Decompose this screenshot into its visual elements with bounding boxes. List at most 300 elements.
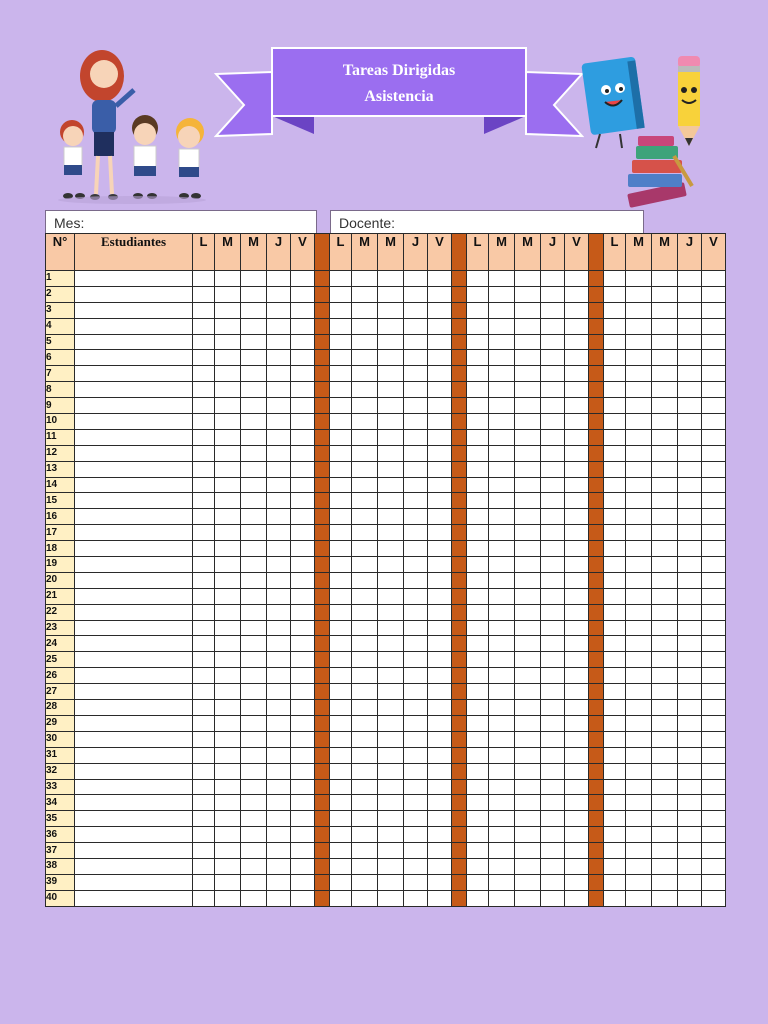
attendance-cell[interactable]: [604, 493, 626, 509]
attendance-cell[interactable]: [626, 747, 652, 763]
attendance-cell[interactable]: [467, 763, 489, 779]
attendance-cell[interactable]: [515, 604, 541, 620]
attendance-cell[interactable]: [541, 461, 565, 477]
attendance-cell[interactable]: [652, 398, 678, 414]
attendance-cell[interactable]: [330, 620, 352, 636]
attendance-cell[interactable]: [428, 461, 452, 477]
attendance-cell[interactable]: [467, 541, 489, 557]
attendance-cell[interactable]: [352, 874, 378, 890]
attendance-cell[interactable]: [241, 318, 267, 334]
attendance-cell[interactable]: [330, 636, 352, 652]
attendance-cell[interactable]: [193, 811, 215, 827]
attendance-cell[interactable]: [604, 731, 626, 747]
attendance-cell[interactable]: [541, 318, 565, 334]
attendance-cell[interactable]: [241, 398, 267, 414]
attendance-cell[interactable]: [215, 509, 241, 525]
attendance-cell[interactable]: [489, 572, 515, 588]
attendance-cell[interactable]: [193, 350, 215, 366]
attendance-cell[interactable]: [404, 890, 428, 906]
attendance-cell[interactable]: [652, 302, 678, 318]
attendance-cell[interactable]: [515, 318, 541, 334]
attendance-cell[interactable]: [378, 509, 404, 525]
attendance-cell[interactable]: [702, 827, 726, 843]
attendance-cell[interactable]: [678, 525, 702, 541]
attendance-cell[interactable]: [489, 620, 515, 636]
attendance-cell[interactable]: [291, 811, 315, 827]
attendance-cell[interactable]: [215, 398, 241, 414]
attendance-cell[interactable]: [652, 779, 678, 795]
attendance-cell[interactable]: [467, 350, 489, 366]
attendance-cell[interactable]: [626, 858, 652, 874]
student-name-cell[interactable]: [75, 843, 193, 859]
student-name-cell[interactable]: [75, 715, 193, 731]
attendance-cell[interactable]: [626, 286, 652, 302]
attendance-cell[interactable]: [541, 477, 565, 493]
attendance-cell[interactable]: [652, 509, 678, 525]
attendance-cell[interactable]: [193, 715, 215, 731]
attendance-cell[interactable]: [678, 572, 702, 588]
attendance-cell[interactable]: [404, 572, 428, 588]
attendance-cell[interactable]: [215, 779, 241, 795]
attendance-cell[interactable]: [626, 843, 652, 859]
attendance-cell[interactable]: [678, 779, 702, 795]
attendance-cell[interactable]: [565, 684, 589, 700]
attendance-cell[interactable]: [565, 557, 589, 573]
attendance-cell[interactable]: [241, 795, 267, 811]
attendance-cell[interactable]: [291, 398, 315, 414]
attendance-cell[interactable]: [489, 827, 515, 843]
attendance-cell[interactable]: [352, 843, 378, 859]
attendance-cell[interactable]: [352, 382, 378, 398]
student-name-cell[interactable]: [75, 636, 193, 652]
attendance-cell[interactable]: [678, 700, 702, 716]
attendance-cell[interactable]: [291, 334, 315, 350]
attendance-cell[interactable]: [193, 747, 215, 763]
attendance-cell[interactable]: [215, 318, 241, 334]
attendance-cell[interactable]: [678, 843, 702, 859]
attendance-cell[interactable]: [378, 493, 404, 509]
attendance-cell[interactable]: [404, 827, 428, 843]
attendance-cell[interactable]: [565, 588, 589, 604]
attendance-cell[interactable]: [404, 858, 428, 874]
attendance-cell[interactable]: [291, 557, 315, 573]
attendance-cell[interactable]: [515, 588, 541, 604]
attendance-cell[interactable]: [604, 509, 626, 525]
attendance-cell[interactable]: [193, 763, 215, 779]
attendance-cell[interactable]: [352, 572, 378, 588]
attendance-cell[interactable]: [515, 398, 541, 414]
attendance-cell[interactable]: [267, 811, 291, 827]
attendance-cell[interactable]: [515, 461, 541, 477]
attendance-cell[interactable]: [291, 382, 315, 398]
attendance-cell[interactable]: [515, 779, 541, 795]
attendance-cell[interactable]: [515, 350, 541, 366]
attendance-cell[interactable]: [215, 715, 241, 731]
attendance-cell[interactable]: [515, 811, 541, 827]
attendance-cell[interactable]: [428, 843, 452, 859]
student-name-cell[interactable]: [75, 890, 193, 906]
attendance-cell[interactable]: [267, 398, 291, 414]
attendance-cell[interactable]: [467, 700, 489, 716]
attendance-cell[interactable]: [702, 541, 726, 557]
attendance-cell[interactable]: [291, 843, 315, 859]
attendance-cell[interactable]: [702, 858, 726, 874]
attendance-cell[interactable]: [330, 493, 352, 509]
attendance-cell[interactable]: [604, 779, 626, 795]
attendance-cell[interactable]: [541, 366, 565, 382]
attendance-cell[interactable]: [267, 620, 291, 636]
attendance-cell[interactable]: [330, 557, 352, 573]
attendance-cell[interactable]: [626, 461, 652, 477]
attendance-cell[interactable]: [678, 890, 702, 906]
attendance-cell[interactable]: [565, 477, 589, 493]
attendance-cell[interactable]: [626, 366, 652, 382]
attendance-cell[interactable]: [678, 286, 702, 302]
attendance-cell[interactable]: [193, 795, 215, 811]
attendance-cell[interactable]: [193, 684, 215, 700]
attendance-cell[interactable]: [678, 366, 702, 382]
attendance-cell[interactable]: [241, 843, 267, 859]
attendance-cell[interactable]: [378, 604, 404, 620]
attendance-cell[interactable]: [467, 779, 489, 795]
attendance-cell[interactable]: [489, 811, 515, 827]
attendance-cell[interactable]: [267, 572, 291, 588]
attendance-cell[interactable]: [267, 747, 291, 763]
student-name-cell[interactable]: [75, 747, 193, 763]
student-name-cell[interactable]: [75, 874, 193, 890]
attendance-cell[interactable]: [215, 874, 241, 890]
attendance-cell[interactable]: [565, 525, 589, 541]
attendance-cell[interactable]: [489, 779, 515, 795]
attendance-cell[interactable]: [330, 525, 352, 541]
attendance-cell[interactable]: [541, 858, 565, 874]
attendance-cell[interactable]: [267, 715, 291, 731]
attendance-cell[interactable]: [215, 811, 241, 827]
attendance-cell[interactable]: [241, 271, 267, 287]
attendance-cell[interactable]: [626, 620, 652, 636]
attendance-cell[interactable]: [330, 827, 352, 843]
attendance-cell[interactable]: [541, 811, 565, 827]
attendance-cell[interactable]: [241, 350, 267, 366]
attendance-cell[interactable]: [378, 684, 404, 700]
attendance-cell[interactable]: [378, 334, 404, 350]
attendance-cell[interactable]: [626, 525, 652, 541]
attendance-cell[interactable]: [541, 334, 565, 350]
attendance-cell[interactable]: [541, 620, 565, 636]
attendance-cell[interactable]: [489, 731, 515, 747]
attendance-cell[interactable]: [404, 668, 428, 684]
attendance-cell[interactable]: [330, 843, 352, 859]
attendance-cell[interactable]: [378, 827, 404, 843]
attendance-cell[interactable]: [604, 445, 626, 461]
attendance-cell[interactable]: [352, 763, 378, 779]
attendance-cell[interactable]: [404, 731, 428, 747]
attendance-cell[interactable]: [489, 795, 515, 811]
attendance-cell[interactable]: [378, 302, 404, 318]
attendance-cell[interactable]: [541, 271, 565, 287]
attendance-cell[interactable]: [702, 843, 726, 859]
attendance-cell[interactable]: [428, 493, 452, 509]
attendance-cell[interactable]: [378, 715, 404, 731]
attendance-cell[interactable]: [352, 684, 378, 700]
attendance-cell[interactable]: [267, 350, 291, 366]
attendance-cell[interactable]: [330, 445, 352, 461]
attendance-cell[interactable]: [565, 445, 589, 461]
attendance-cell[interactable]: [378, 668, 404, 684]
attendance-cell[interactable]: [467, 493, 489, 509]
attendance-cell[interactable]: [489, 493, 515, 509]
student-name-cell[interactable]: [75, 334, 193, 350]
attendance-cell[interactable]: [428, 747, 452, 763]
attendance-cell[interactable]: [541, 525, 565, 541]
attendance-cell[interactable]: [378, 747, 404, 763]
attendance-cell[interactable]: [626, 398, 652, 414]
attendance-cell[interactable]: [404, 874, 428, 890]
attendance-cell[interactable]: [241, 477, 267, 493]
attendance-cell[interactable]: [515, 557, 541, 573]
attendance-cell[interactable]: [702, 382, 726, 398]
attendance-cell[interactable]: [193, 477, 215, 493]
attendance-cell[interactable]: [330, 700, 352, 716]
attendance-cell[interactable]: [241, 366, 267, 382]
attendance-cell[interactable]: [652, 350, 678, 366]
attendance-cell[interactable]: [678, 874, 702, 890]
attendance-cell[interactable]: [565, 541, 589, 557]
attendance-cell[interactable]: [215, 588, 241, 604]
attendance-cell[interactable]: [352, 541, 378, 557]
attendance-cell[interactable]: [267, 477, 291, 493]
attendance-cell[interactable]: [678, 461, 702, 477]
attendance-cell[interactable]: [702, 493, 726, 509]
student-name-cell[interactable]: [75, 445, 193, 461]
attendance-cell[interactable]: [215, 541, 241, 557]
attendance-cell[interactable]: [626, 779, 652, 795]
attendance-cell[interactable]: [330, 588, 352, 604]
attendance-cell[interactable]: [678, 858, 702, 874]
attendance-cell[interactable]: [404, 620, 428, 636]
attendance-cell[interactable]: [565, 302, 589, 318]
attendance-cell[interactable]: [678, 588, 702, 604]
attendance-cell[interactable]: [404, 588, 428, 604]
attendance-cell[interactable]: [267, 858, 291, 874]
attendance-cell[interactable]: [215, 620, 241, 636]
attendance-cell[interactable]: [652, 731, 678, 747]
attendance-cell[interactable]: [515, 366, 541, 382]
attendance-cell[interactable]: [193, 271, 215, 287]
attendance-cell[interactable]: [428, 874, 452, 890]
attendance-cell[interactable]: [702, 509, 726, 525]
attendance-cell[interactable]: [404, 271, 428, 287]
attendance-cell[interactable]: [267, 874, 291, 890]
attendance-cell[interactable]: [428, 509, 452, 525]
attendance-cell[interactable]: [352, 731, 378, 747]
attendance-cell[interactable]: [330, 874, 352, 890]
attendance-cell[interactable]: [467, 509, 489, 525]
attendance-cell[interactable]: [267, 636, 291, 652]
attendance-cell[interactable]: [193, 874, 215, 890]
attendance-cell[interactable]: [378, 890, 404, 906]
attendance-cell[interactable]: [428, 795, 452, 811]
attendance-cell[interactable]: [428, 858, 452, 874]
attendance-cell[interactable]: [352, 636, 378, 652]
attendance-cell[interactable]: [702, 684, 726, 700]
attendance-cell[interactable]: [378, 366, 404, 382]
attendance-cell[interactable]: [467, 414, 489, 430]
attendance-cell[interactable]: [428, 827, 452, 843]
attendance-cell[interactable]: [215, 890, 241, 906]
attendance-cell[interactable]: [241, 588, 267, 604]
attendance-cell[interactable]: [378, 286, 404, 302]
attendance-cell[interactable]: [404, 811, 428, 827]
attendance-cell[interactable]: [215, 557, 241, 573]
attendance-cell[interactable]: [678, 763, 702, 779]
attendance-cell[interactable]: [652, 318, 678, 334]
attendance-cell[interactable]: [428, 429, 452, 445]
attendance-cell[interactable]: [515, 874, 541, 890]
attendance-cell[interactable]: [604, 366, 626, 382]
attendance-cell[interactable]: [241, 461, 267, 477]
student-name-cell[interactable]: [75, 525, 193, 541]
attendance-cell[interactable]: [515, 477, 541, 493]
attendance-cell[interactable]: [291, 477, 315, 493]
attendance-cell[interactable]: [565, 874, 589, 890]
attendance-cell[interactable]: [515, 890, 541, 906]
attendance-cell[interactable]: [467, 620, 489, 636]
attendance-cell[interactable]: [404, 843, 428, 859]
attendance-cell[interactable]: [515, 668, 541, 684]
attendance-cell[interactable]: [193, 827, 215, 843]
attendance-cell[interactable]: [541, 827, 565, 843]
attendance-cell[interactable]: [541, 557, 565, 573]
attendance-cell[interactable]: [378, 843, 404, 859]
attendance-cell[interactable]: [378, 382, 404, 398]
attendance-cell[interactable]: [678, 604, 702, 620]
attendance-cell[interactable]: [352, 414, 378, 430]
attendance-cell[interactable]: [193, 366, 215, 382]
attendance-cell[interactable]: [541, 779, 565, 795]
attendance-cell[interactable]: [652, 715, 678, 731]
attendance-cell[interactable]: [467, 731, 489, 747]
attendance-cell[interactable]: [515, 302, 541, 318]
attendance-cell[interactable]: [604, 318, 626, 334]
attendance-cell[interactable]: [241, 493, 267, 509]
attendance-cell[interactable]: [678, 827, 702, 843]
attendance-cell[interactable]: [352, 286, 378, 302]
attendance-cell[interactable]: [604, 271, 626, 287]
attendance-cell[interactable]: [702, 731, 726, 747]
attendance-cell[interactable]: [541, 509, 565, 525]
attendance-cell[interactable]: [330, 366, 352, 382]
attendance-cell[interactable]: [215, 700, 241, 716]
attendance-cell[interactable]: [652, 795, 678, 811]
attendance-cell[interactable]: [378, 636, 404, 652]
attendance-cell[interactable]: [291, 318, 315, 334]
attendance-cell[interactable]: [604, 572, 626, 588]
attendance-cell[interactable]: [428, 715, 452, 731]
attendance-cell[interactable]: [352, 827, 378, 843]
attendance-cell[interactable]: [241, 827, 267, 843]
attendance-cell[interactable]: [291, 350, 315, 366]
attendance-cell[interactable]: [378, 477, 404, 493]
attendance-cell[interactable]: [267, 286, 291, 302]
attendance-cell[interactable]: [404, 525, 428, 541]
attendance-cell[interactable]: [404, 461, 428, 477]
attendance-cell[interactable]: [428, 525, 452, 541]
attendance-cell[interactable]: [489, 668, 515, 684]
attendance-cell[interactable]: [604, 668, 626, 684]
attendance-cell[interactable]: [404, 700, 428, 716]
attendance-cell[interactable]: [678, 715, 702, 731]
attendance-cell[interactable]: [515, 429, 541, 445]
attendance-cell[interactable]: [489, 366, 515, 382]
attendance-cell[interactable]: [193, 604, 215, 620]
attendance-cell[interactable]: [541, 445, 565, 461]
student-name-cell[interactable]: [75, 684, 193, 700]
attendance-cell[interactable]: [291, 715, 315, 731]
attendance-cell[interactable]: [193, 620, 215, 636]
attendance-cell[interactable]: [241, 620, 267, 636]
attendance-cell[interactable]: [565, 890, 589, 906]
attendance-cell[interactable]: [404, 414, 428, 430]
attendance-cell[interactable]: [241, 715, 267, 731]
attendance-cell[interactable]: [652, 461, 678, 477]
attendance-cell[interactable]: [489, 636, 515, 652]
attendance-cell[interactable]: [267, 684, 291, 700]
attendance-cell[interactable]: [626, 604, 652, 620]
attendance-cell[interactable]: [489, 747, 515, 763]
attendance-cell[interactable]: [702, 890, 726, 906]
attendance-cell[interactable]: [330, 541, 352, 557]
attendance-cell[interactable]: [241, 525, 267, 541]
attendance-cell[interactable]: [678, 620, 702, 636]
attendance-cell[interactable]: [352, 525, 378, 541]
attendance-cell[interactable]: [489, 398, 515, 414]
attendance-cell[interactable]: [428, 811, 452, 827]
attendance-cell[interactable]: [626, 318, 652, 334]
attendance-cell[interactable]: [541, 382, 565, 398]
attendance-cell[interactable]: [626, 700, 652, 716]
attendance-cell[interactable]: [604, 843, 626, 859]
attendance-cell[interactable]: [678, 684, 702, 700]
attendance-cell[interactable]: [515, 382, 541, 398]
attendance-cell[interactable]: [378, 731, 404, 747]
attendance-cell[interactable]: [702, 350, 726, 366]
attendance-cell[interactable]: [604, 636, 626, 652]
attendance-cell[interactable]: [215, 668, 241, 684]
attendance-cell[interactable]: [467, 874, 489, 890]
attendance-cell[interactable]: [652, 858, 678, 874]
attendance-cell[interactable]: [489, 414, 515, 430]
attendance-cell[interactable]: [428, 541, 452, 557]
attendance-cell[interactable]: [193, 445, 215, 461]
attendance-cell[interactable]: [428, 572, 452, 588]
attendance-cell[interactable]: [565, 652, 589, 668]
attendance-cell[interactable]: [489, 541, 515, 557]
attendance-cell[interactable]: [565, 779, 589, 795]
attendance-cell[interactable]: [604, 890, 626, 906]
attendance-cell[interactable]: [241, 731, 267, 747]
attendance-cell[interactable]: [291, 366, 315, 382]
attendance-cell[interactable]: [241, 557, 267, 573]
attendance-cell[interactable]: [291, 700, 315, 716]
attendance-cell[interactable]: [702, 700, 726, 716]
attendance-cell[interactable]: [428, 557, 452, 573]
attendance-cell[interactable]: [702, 429, 726, 445]
student-name-cell[interactable]: [75, 350, 193, 366]
attendance-cell[interactable]: [541, 874, 565, 890]
student-name-cell[interactable]: [75, 572, 193, 588]
attendance-cell[interactable]: [215, 684, 241, 700]
